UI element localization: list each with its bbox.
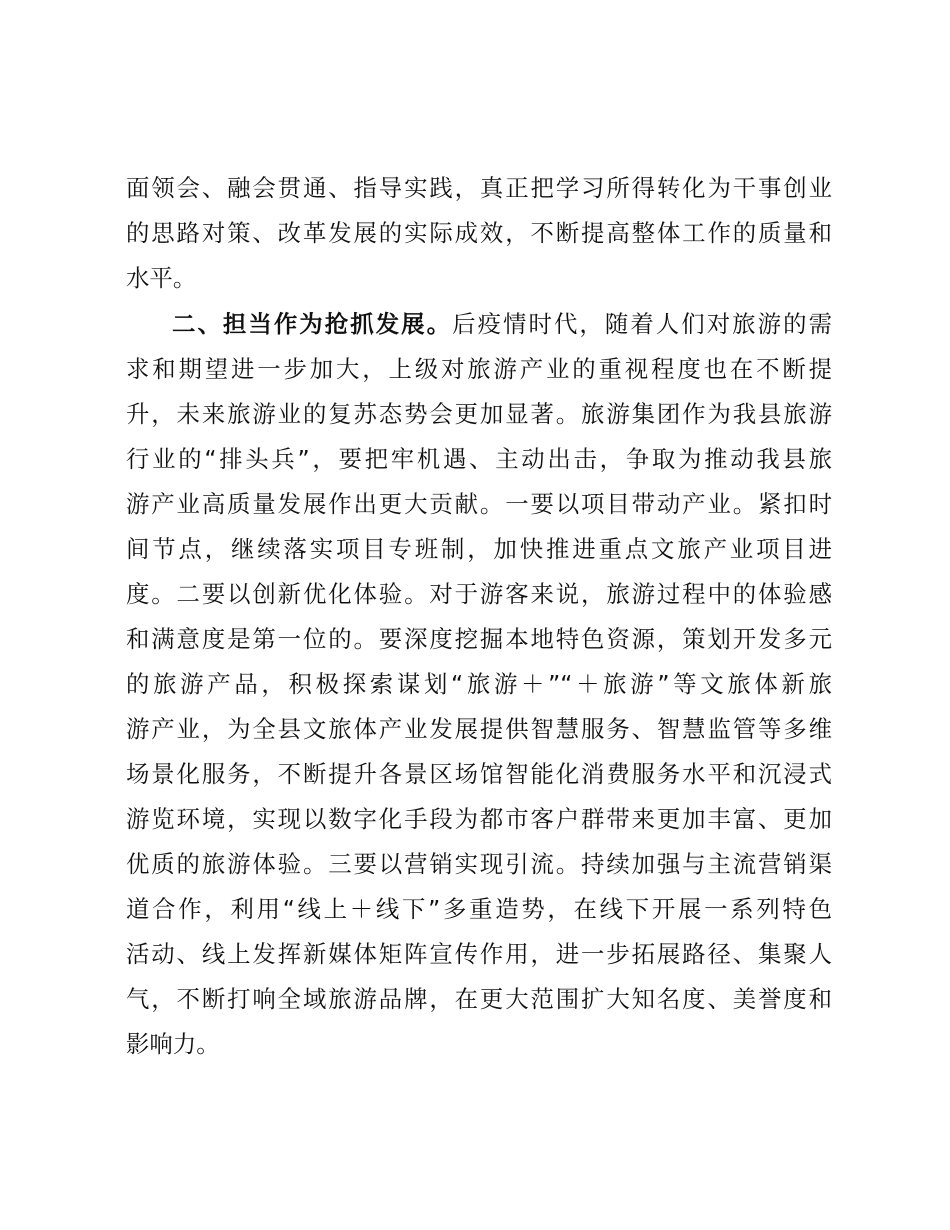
paragraph-2-line-10: 游产业，为全县文旅体产业发展提供智慧服务、智慧监管等多维 — [126, 715, 832, 743]
paragraph-1-line-2: 的思路对策、改革发展的实际成效，不断提高整体工作的质量和 — [126, 219, 832, 247]
paragraph-2-line-3: 升，未来旅游业的复苏态势会更加显著。旅游集团作为我县旅游 — [126, 400, 832, 428]
paragraph-2-line-13: 优质的旅游体验。三要以营销实现引流。持续加强与主流营销渠 — [126, 850, 832, 878]
paragraph-2-line-2: 求和期望进一步加大，上级对旅游产业的重视程度也在不断提 — [126, 355, 832, 383]
paragraph-2-line-7: 度。二要以创新优化体验。对于游客来说，旅游过程中的体验感 — [126, 580, 832, 608]
paragraph-2-line-15: 活动、线上发挥新媒体矩阵宣传作用，进一步拓展路径、集聚人 — [126, 940, 832, 968]
paragraph-2-line-17: 影响力。 — [126, 1030, 220, 1058]
paragraph-2-line-11: 场景化服务，不断提升各景区场馆智能化消费服务水平和沉浸式 — [126, 760, 832, 788]
paragraph-1-line-3: 水平。 — [126, 264, 197, 292]
paragraph-1-line-1: 面领会、融会贯通、指导实践，真正把学习所得转化为干事创业 — [126, 174, 832, 202]
paragraph-2-line-9: 的旅游产品，积极探索谋划“旅游＋”“＋旅游”等文旅体新旅 — [126, 670, 832, 698]
paragraph-2-line-5: 游产业高质量发展作出更大贡献。一要以项目带动产业。紧扣时 — [126, 490, 832, 518]
paragraph-2-line-16: 气，不断打响全域旅游品牌，在更大范围扩大知名度、美誉度和 — [126, 985, 832, 1013]
paragraph-2-line-6: 间节点，继续落实项目专班制，加快推进重点文旅产业项目进 — [126, 535, 832, 563]
paragraph-2-first-line-text: 后疫情时代，随着人们对旅游的需 — [452, 310, 832, 338]
paragraph-2-line-4: 行业的“排头兵”，要把牢机遇、主动出击，争取为推动我县旅 — [126, 445, 832, 473]
paragraph-2-line-12: 游览环境，实现以数字化手段为都市客户群带来更加丰富、更加 — [126, 805, 832, 833]
paragraph-2-first-line — [172, 302, 832, 346]
paragraph-2-line-14: 道合作，利用“线上＋线下”多重造势，在线下开展一系列特色 — [126, 895, 832, 923]
section-heading: 二、担当作为抢抓发展。 — [172, 310, 453, 338]
paragraph-2-line-8: 和满意度是第一位的。要深度挖掘本地特色资源，策划开发多元 — [126, 625, 832, 653]
